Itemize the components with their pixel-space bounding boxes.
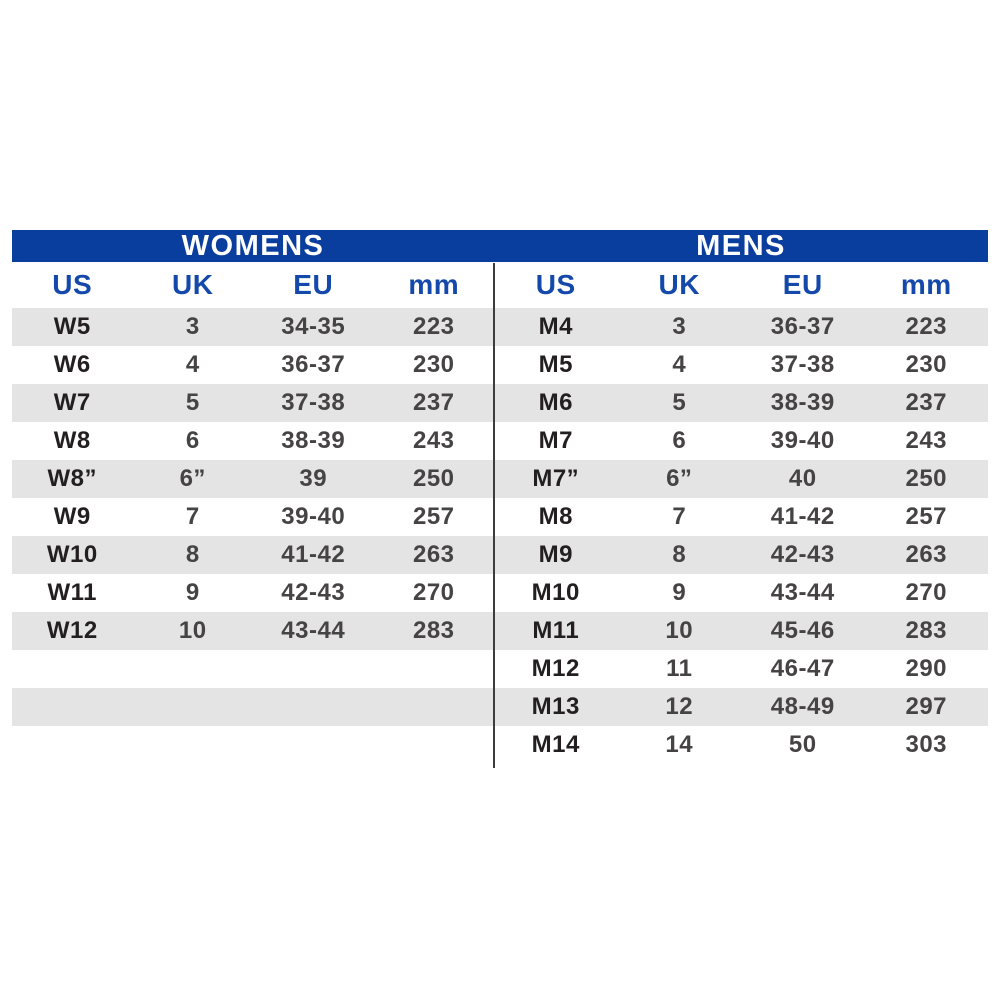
cell-mm-length: 243 [905, 427, 948, 454]
cell-uk-size: 10 [665, 617, 694, 644]
cell-uk-size: 9 [672, 579, 687, 606]
cell-mm-length: 223 [412, 313, 455, 340]
table-row [12, 650, 494, 688]
cell-us-size: M9 [538, 541, 573, 568]
cell-eu-size: 41-42 [770, 503, 835, 530]
table-row [12, 688, 494, 726]
cell-us-size: W8 [53, 427, 91, 454]
cell-us-size: M10 [531, 579, 580, 606]
cell-us-size: W11 [47, 579, 98, 606]
cell-mm-length: 283 [412, 617, 455, 644]
table-row [494, 688, 988, 726]
table-row [12, 460, 494, 498]
cell-us-size: M8 [538, 503, 573, 530]
cell-uk-size: 6” [179, 465, 206, 492]
cell-uk-size: 9 [185, 579, 200, 606]
table-row [12, 612, 494, 650]
cell-uk-size: 7 [185, 503, 200, 530]
cell-uk-size: 6” [666, 465, 693, 492]
cell-mm-length: 243 [412, 427, 455, 454]
cell-us-size: M14 [531, 731, 580, 758]
size-chart [12, 230, 988, 770]
column-header-eu: EU [782, 269, 823, 300]
table-row [494, 574, 988, 612]
column-header-eu: EU [293, 269, 334, 300]
table-row [494, 536, 988, 574]
cell-eu-size: 37-38 [281, 389, 346, 416]
table-row [12, 422, 494, 460]
cell-uk-size: 11 [666, 655, 693, 682]
womens-table [12, 262, 494, 764]
cell-us-size: M4 [538, 313, 573, 340]
cell-eu-size: 38-39 [281, 427, 346, 454]
cell-eu-size: 45-46 [770, 617, 835, 644]
table-row [12, 574, 494, 612]
cell-eu-size: 36-37 [281, 351, 346, 378]
cell-us-size: W10 [46, 541, 98, 568]
cell-us-size: W6 [53, 351, 91, 378]
cell-uk-size: 14 [665, 731, 694, 758]
table-row [12, 536, 494, 574]
cell-mm-length: 263 [412, 541, 455, 568]
cell-us-size: M5 [538, 351, 573, 378]
table-row [494, 726, 988, 764]
cell-eu-size: 42-43 [281, 579, 346, 606]
cell-uk-size: 3 [672, 313, 687, 340]
table-row [494, 308, 988, 346]
column-header-us: US [535, 269, 576, 300]
cell-uk-size: 12 [665, 693, 694, 720]
cell-mm-length: 230 [412, 351, 455, 378]
table-row [12, 308, 494, 346]
column-header-us: US [52, 269, 93, 300]
cell-eu-size: 39-40 [770, 427, 835, 454]
column-header-uk: UK [658, 269, 700, 300]
cell-us-size: W8” [47, 465, 97, 492]
cell-uk-size: 5 [672, 389, 687, 416]
cell-uk-size: 4 [185, 351, 200, 378]
cell-mm-length: 237 [412, 389, 455, 416]
cell-eu-size: 46-47 [770, 655, 835, 682]
table-row [494, 460, 988, 498]
cell-eu-size: 39 [299, 465, 328, 492]
table-row [12, 726, 494, 764]
cell-us-size: M7 [538, 427, 573, 454]
cell-mm-length: 270 [905, 579, 948, 606]
cell-mm-length: 283 [905, 617, 948, 644]
cell-eu-size: 50 [788, 731, 817, 758]
table-row [494, 498, 988, 536]
cell-eu-size: 43-44 [770, 579, 835, 606]
cell-mm-length: 263 [905, 541, 948, 568]
cell-us-size: M7” [532, 465, 580, 492]
cell-eu-size: 36-37 [770, 313, 835, 340]
cell-us-size: M6 [538, 389, 573, 416]
cell-mm-length: 250 [905, 465, 948, 492]
cell-mm-length: 257 [905, 503, 948, 530]
cell-eu-size: 48-49 [770, 693, 835, 720]
cell-mm-length: 223 [905, 313, 948, 340]
cell-us-size: M13 [531, 693, 580, 720]
cell-mm-length: 250 [412, 465, 455, 492]
cell-eu-size: 43-44 [281, 617, 346, 644]
cell-us-size: W5 [53, 313, 91, 340]
cell-uk-size: 7 [672, 503, 687, 530]
cell-uk-size: 6 [672, 427, 687, 454]
mens-column-header-row [494, 262, 988, 308]
cell-mm-length: 257 [412, 503, 455, 530]
column-header-mm: mm [900, 269, 952, 300]
table-header-bar [12, 230, 988, 262]
cell-eu-size: 40 [788, 465, 817, 492]
mens-section-title: MENS [696, 229, 786, 262]
cell-eu-size: 34-35 [281, 313, 346, 340]
mens-table [494, 262, 988, 764]
cell-us-size: W9 [53, 503, 91, 530]
cell-eu-size: 38-39 [770, 389, 835, 416]
cell-eu-size: 37-38 [770, 351, 835, 378]
cell-mm-length: 237 [905, 389, 948, 416]
cell-us-size: M11 [532, 617, 580, 644]
cell-mm-length: 303 [905, 731, 948, 758]
cell-uk-size: 8 [185, 541, 200, 568]
womens-section-title: WOMENS [181, 229, 325, 262]
womens-column-header-row [12, 262, 494, 308]
column-header-mm: mm [408, 269, 460, 300]
cell-us-size: M12 [531, 655, 580, 682]
cell-uk-size: 4 [672, 351, 687, 378]
cell-us-size: W12 [46, 617, 98, 644]
size-tables [12, 262, 988, 764]
cell-uk-size: 3 [185, 313, 200, 340]
table-divider [493, 263, 495, 768]
mens-rows [494, 308, 988, 764]
table-row [12, 346, 494, 384]
table-row [12, 498, 494, 536]
cell-uk-size: 5 [185, 389, 200, 416]
cell-uk-size: 6 [185, 427, 200, 454]
cell-uk-size: 8 [672, 541, 687, 568]
table-row [494, 422, 988, 460]
womens-rows [12, 308, 494, 764]
table-row [494, 346, 988, 384]
cell-eu-size: 39-40 [281, 503, 346, 530]
cell-eu-size: 42-43 [770, 541, 835, 568]
table-row [494, 384, 988, 422]
cell-mm-length: 230 [905, 351, 948, 378]
cell-mm-length: 270 [412, 579, 455, 606]
cell-mm-length: 297 [905, 693, 948, 720]
cell-us-size: W7 [53, 389, 91, 416]
table-row [494, 612, 988, 650]
column-header-uk: UK [172, 269, 214, 300]
cell-uk-size: 10 [178, 617, 207, 644]
cell-mm-length: 290 [905, 655, 948, 682]
table-row [494, 650, 988, 688]
cell-eu-size: 41-42 [281, 541, 346, 568]
table-row [12, 384, 494, 422]
